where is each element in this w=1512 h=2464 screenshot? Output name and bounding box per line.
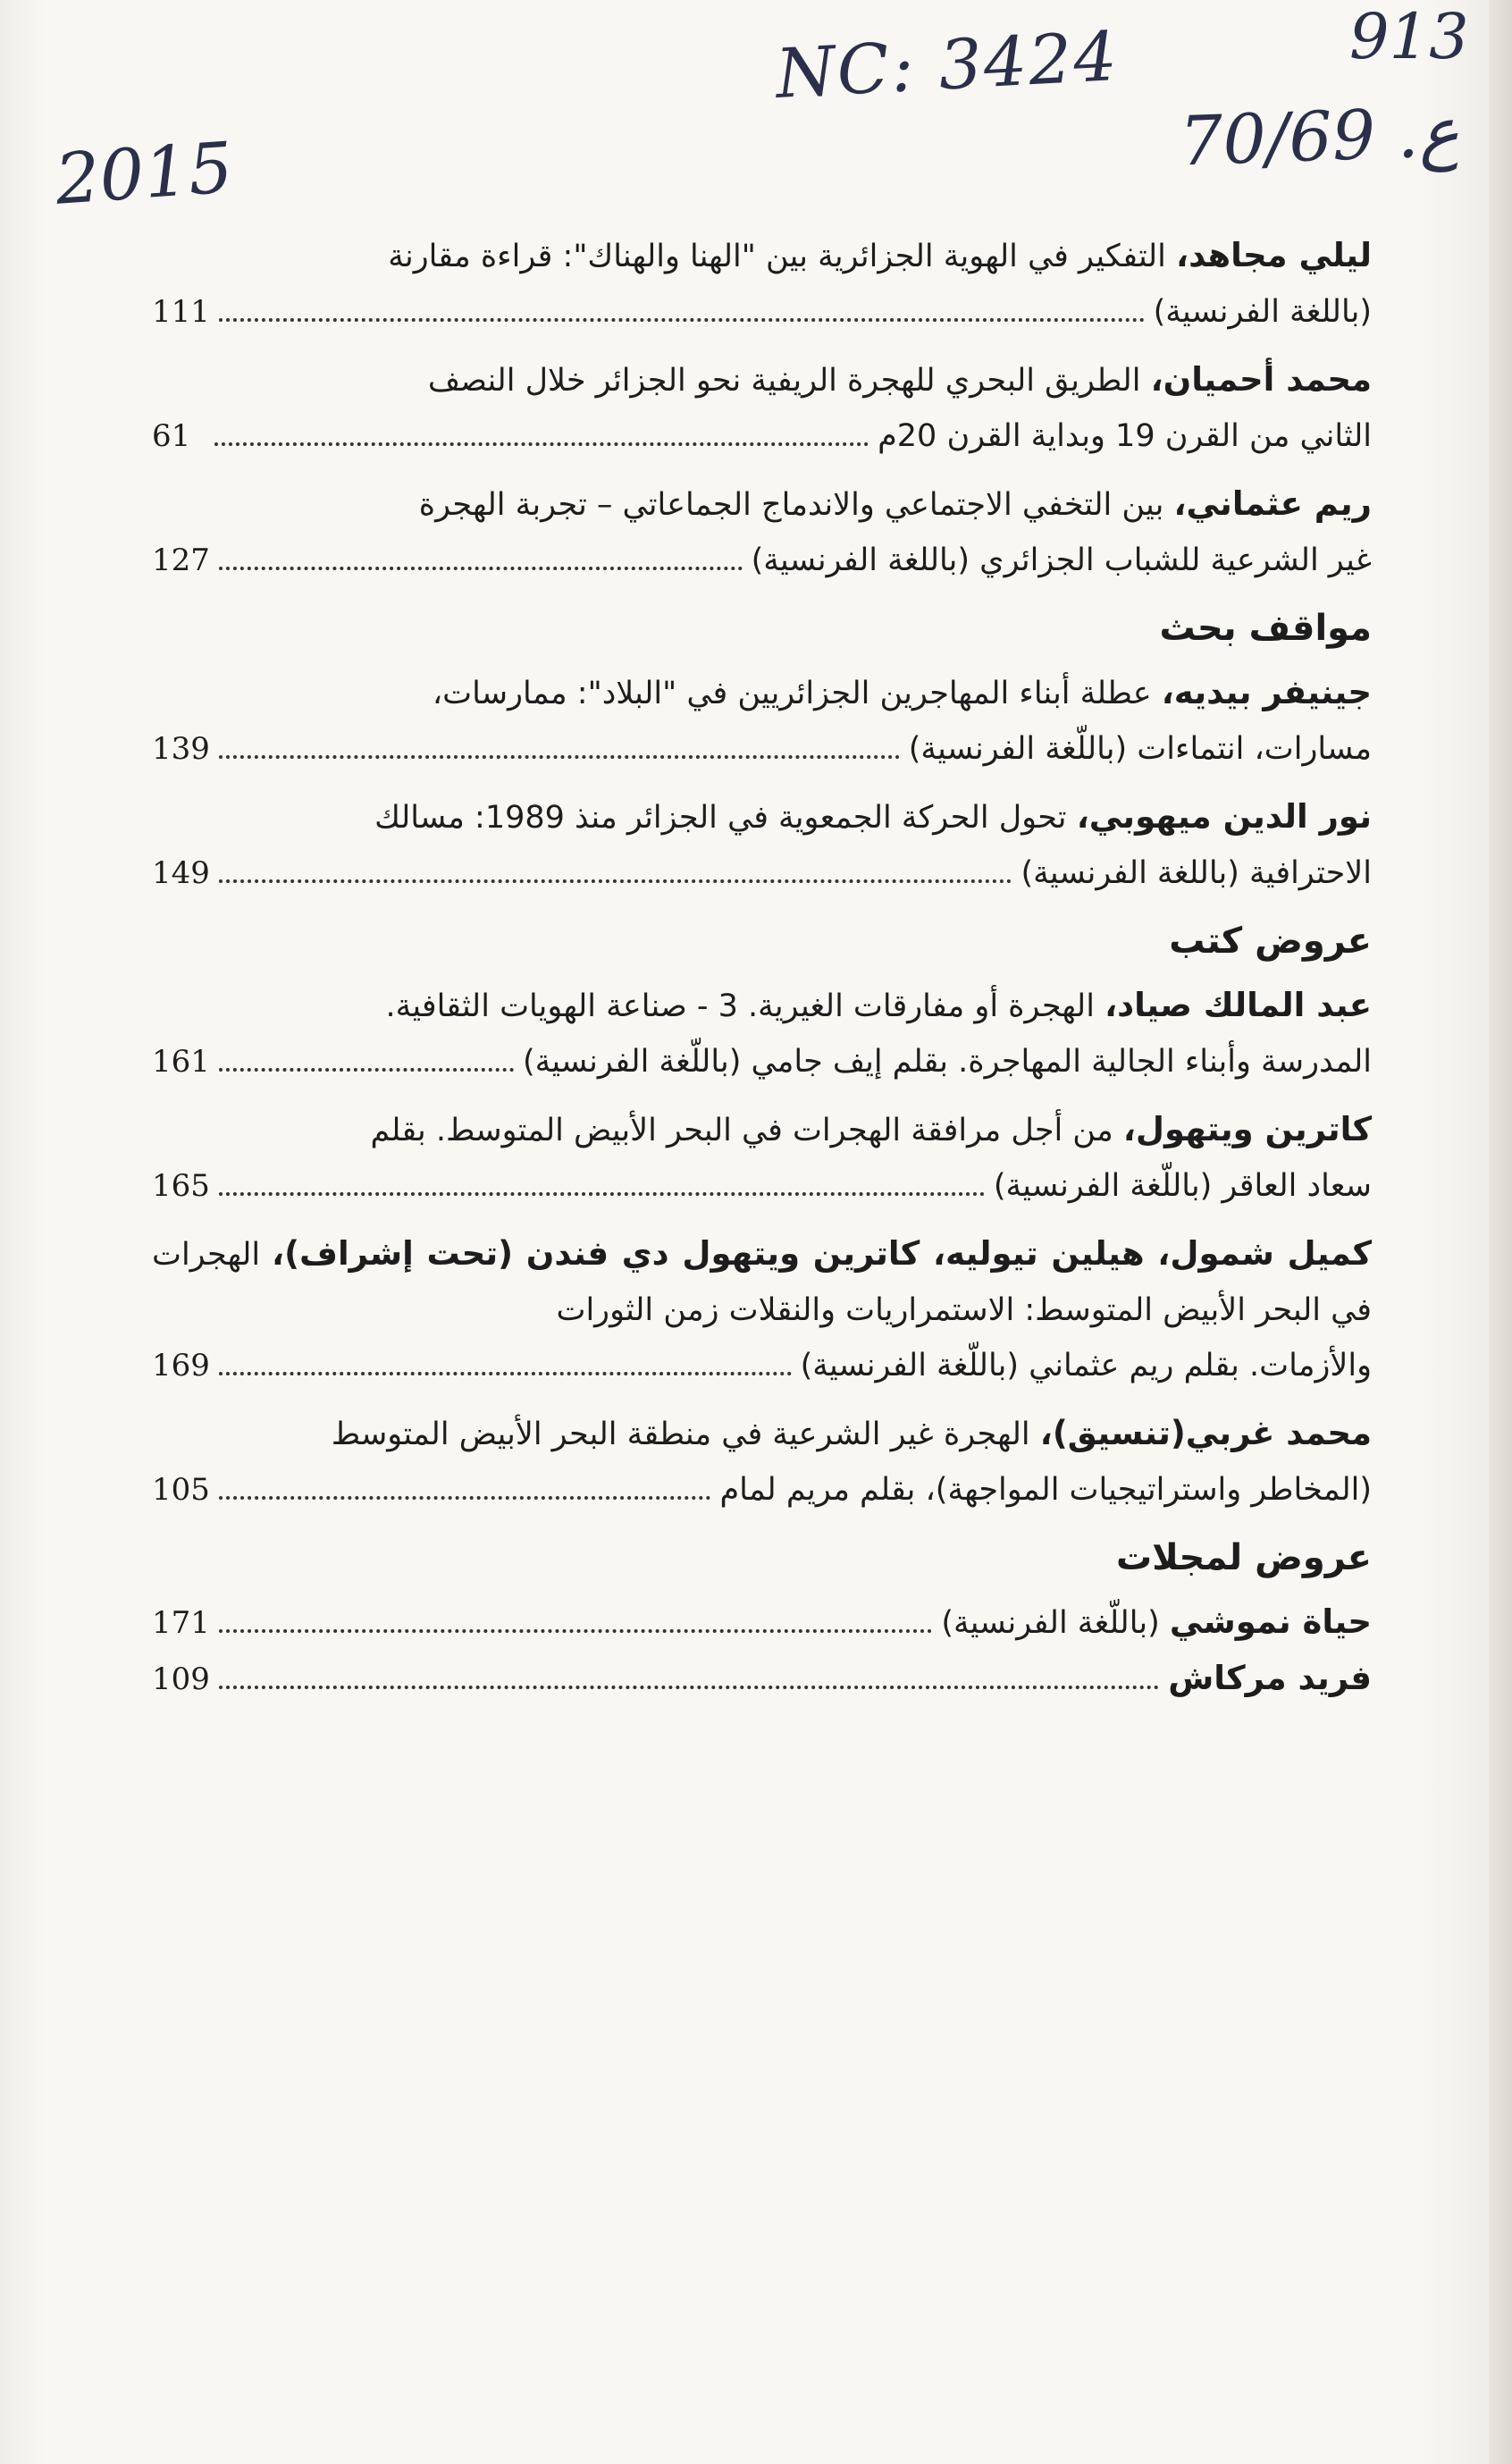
entry-leader-line <box>152 284 1372 340</box>
entry-title-last-line: الاحترافية (باللغة الفرنسية) <box>1021 855 1372 891</box>
section-heading-research-positions: مواقف بحث <box>1159 608 1372 649</box>
entry-title <box>152 1226 1372 1338</box>
handwritten-corner-number: 913 <box>1349 0 1469 73</box>
entry-author: جينيفر بيديه، <box>1161 673 1372 711</box>
entry-title-first-line: بين التخفي الاجتماعي والاندماج الجماعاتي – تجربة الهجرة <box>418 487 1174 523</box>
toc-entry <box>152 352 1372 464</box>
entry-title <box>152 789 1372 845</box>
page-number: 127 <box>152 542 210 578</box>
entry-author: محمد أحميان، <box>1150 360 1372 399</box>
page-edge-shadow <box>1489 0 1512 2464</box>
entry-author: عبد المالك صياد، <box>1105 986 1372 1024</box>
dot-leader <box>219 1068 514 1072</box>
entry-title <box>941 1594 1372 1651</box>
entry-title <box>152 978 1372 1034</box>
entry-author: كميل شمول، هيلين تيوليه، كاترين ويتهول دي فندن (تحت إشراف)، <box>272 1234 1372 1273</box>
table-of-contents <box>152 228 1372 1707</box>
entry-title-first-line: الهجرة أو مفارقات الغيرية. 3 - صناعة الهويات الثقافية. <box>385 988 1105 1024</box>
page-number: 161 <box>152 1044 210 1080</box>
entry-leader-line <box>152 721 1372 777</box>
entry-leader-line <box>152 1338 1372 1393</box>
section-heading-journal-reviews: عروض لمجلات <box>1115 1537 1372 1578</box>
entry-author: فريد مركاش <box>1168 1659 1372 1697</box>
entry-author: كاترين ويتهول، <box>1122 1110 1372 1148</box>
entry-title <box>152 476 1372 533</box>
entry-leader-line <box>152 845 1372 901</box>
entry-leader-line <box>152 1158 1372 1214</box>
toc-entry <box>152 1651 1372 1707</box>
toc-entry <box>152 789 1372 901</box>
entry-title <box>152 665 1372 721</box>
page-number: 165 <box>152 1168 210 1204</box>
handwritten-shelf-mark: ع. 70/69 <box>1178 91 1461 181</box>
entry-leader-line <box>152 533 1372 588</box>
dot-leader <box>219 1372 792 1375</box>
entry-author: ليلي مجاهد، <box>1176 236 1372 274</box>
entry-title <box>152 1406 1372 1462</box>
entry-leader-line <box>152 1034 1372 1089</box>
toc-entry <box>152 1102 1372 1214</box>
entry-title-last-line: (المخاطر واستراتيجيات المواجهة)، بقلم مريم لمام <box>719 1472 1372 1508</box>
page-number: 171 <box>152 1605 210 1641</box>
entry-title-first-line: الطريق البحري للهجرة الريفية نحو الجزائر خلال النصف <box>427 363 1151 399</box>
entry-author: ريم عثماني، <box>1173 484 1372 523</box>
entry-title-first-line: التفكير في الهوية الجزائرية بين "الهنا والهناك": قراءة مقارنة <box>388 239 1177 274</box>
page-number: 139 <box>152 731 210 767</box>
entry-title-last-line: الثاني من القرن 19 وبداية القرن 20م <box>878 418 1372 454</box>
entry-title <box>1168 1651 1372 1707</box>
entry-title-last-line: والأزمات. بقلم ريم عثماني (باللّغة الفرنسية) <box>800 1348 1372 1383</box>
entry-title-last-line: (باللغة الفرنسية) <box>1153 294 1372 330</box>
dot-leader <box>219 318 1145 322</box>
entry-author: حياة نموشي <box>1169 1602 1372 1641</box>
toc-entry <box>152 1226 1372 1393</box>
entry-leader-line <box>152 1462 1372 1518</box>
toc-entry <box>152 978 1372 1089</box>
entry-author: محمد غربي(تنسيق)، <box>1039 1414 1372 1452</box>
entry-title-last-line: مسارات، انتماءات (باللّغة الفرنسية) <box>908 731 1372 767</box>
toc-entry <box>152 228 1372 340</box>
entry-title-last-line: المدرسة وأبناء الجالية المهاجرة. بقلم إيف جامي (باللّغة الفرنسية) <box>522 1044 1372 1080</box>
dot-leader <box>219 1686 1159 1689</box>
page-number: 109 <box>152 1661 210 1697</box>
page-number: 111 <box>152 294 210 330</box>
handwritten-accession-number: NC: 3424 <box>773 16 1121 114</box>
entry-language-note: (باللّغة الفرنسية) <box>941 1605 1170 1641</box>
toc-entry <box>152 665 1372 777</box>
dot-leader <box>214 442 869 446</box>
dot-leader <box>219 1192 985 1196</box>
entry-title-first-line: من أجل مرافقة الهجرات في البحر الأبيض المتوسط. بقلم <box>370 1113 1123 1148</box>
section-heading-book-reviews: عروض كتب <box>1169 921 1372 962</box>
entry-title <box>152 1102 1372 1158</box>
page-number: 149 <box>152 855 210 891</box>
entry-title <box>152 228 1372 284</box>
page-number: 105 <box>152 1472 210 1508</box>
dot-leader <box>219 755 900 759</box>
handwritten-year: 2015 <box>53 128 236 221</box>
dot-leader <box>219 567 743 570</box>
dot-leader <box>219 1496 711 1500</box>
entry-title-last-line: غير الشرعية للشباب الجزائري (باللغة الفرنسية) <box>751 542 1372 578</box>
entry-leader-line <box>152 408 1372 464</box>
page-number: 61 <box>152 418 191 454</box>
entry-title-first-line: عطلة أبناء المهاجرين الجزائريين في "البلاد": ممارسات، <box>432 676 1162 711</box>
entry-title <box>152 352 1372 408</box>
dot-leader <box>219 879 1012 883</box>
toc-entry <box>152 476 1372 588</box>
toc-entry <box>152 1406 1372 1518</box>
entry-title-last-line: سعاد العاقر (باللّغة الفرنسية) <box>993 1168 1372 1204</box>
dot-leader <box>219 1629 932 1633</box>
entry-title-first-line: الهجرات في البحر الأبيض المتوسط: الاستمراريات والنقلات زمن الثورات <box>152 1237 1372 1328</box>
toc-entry <box>152 1594 1372 1651</box>
entry-title-first-line: تحول الحركة الجمعوية في الجزائر منذ 1989: مسالك <box>374 800 1077 836</box>
entry-author: نور الدين ميهوبي، <box>1076 797 1372 836</box>
page-number: 169 <box>152 1348 210 1383</box>
entry-title-first-line: الهجرة غير الشرعية في منطقة البحر الأبيض المتوسط <box>331 1417 1040 1452</box>
